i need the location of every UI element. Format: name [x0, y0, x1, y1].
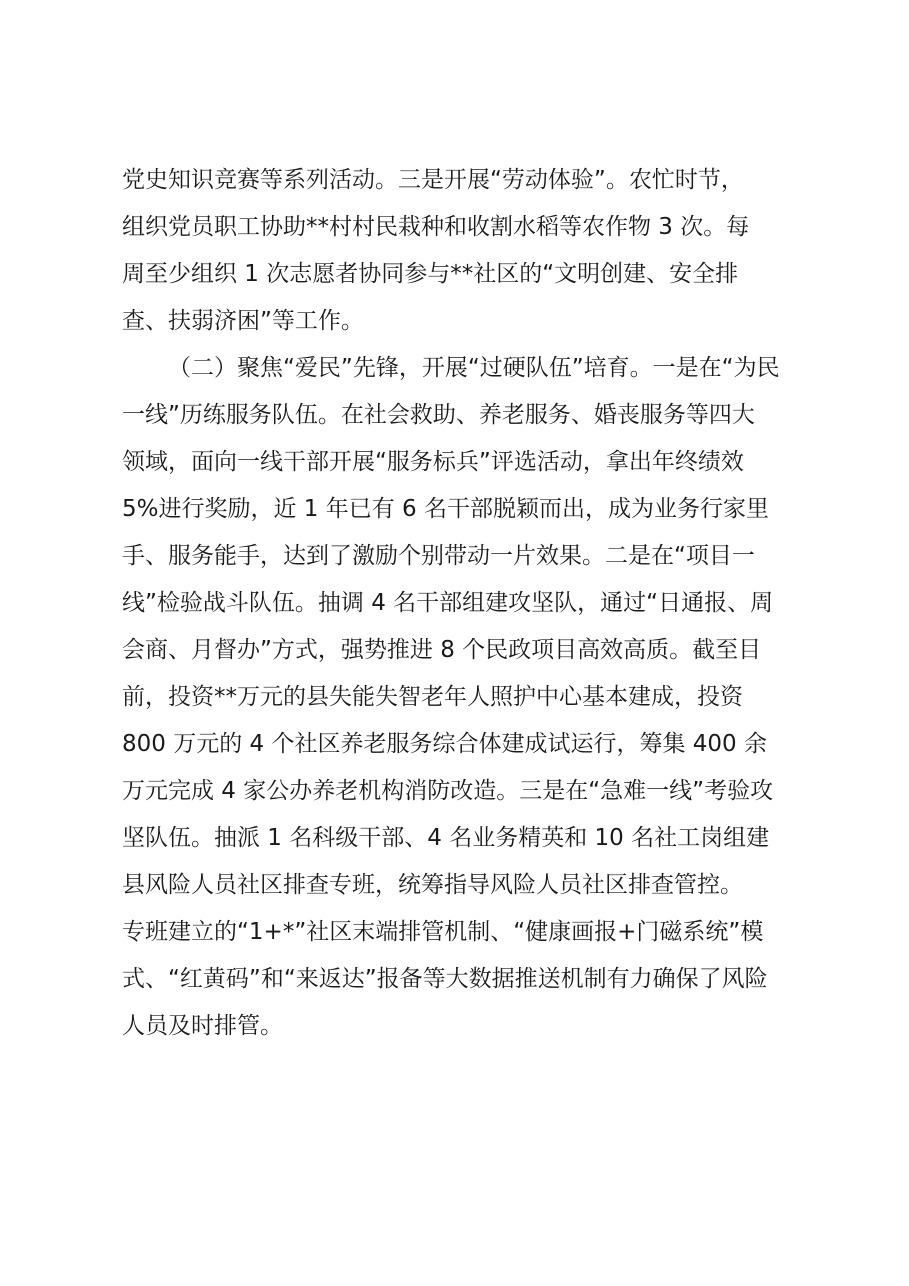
text-line: 领域，面向一线干部开展“服务标兵”评选活动，拿出年终绩效	[122, 449, 744, 475]
text-line: 线”检验战斗队伍。抽调 4 名干部组建攻坚队，通过“日通报、周	[122, 590, 774, 616]
text-line: 会商、月督办”方式，强势推进 8 个民政项目高效高质。截至目	[122, 637, 762, 663]
text-line: 手、服务能手，达到了激励个别带动一片效果。二是在“项目一	[122, 543, 755, 569]
text-line: 坚队伍。抽派 1 名科级干部、4 名业务精英和 10 名社工岗组建	[122, 825, 770, 851]
text-line: 万元完成 4 家公办养老机构消防改造。三是在“急难一线”考验攻	[122, 778, 774, 804]
text-line: 式、“红黄码”和“来返达”报备等大数据推送机制有力确保了风险	[122, 966, 768, 992]
text-line: 5%进行奖励，近 1 年已有 6 名干部脱颖而出，成为业务行家里	[122, 496, 769, 522]
paragraph-heading-line: （二）聚焦“爱民”先锋，开展“过硬队伍”培育。一是在“为民	[168, 355, 780, 381]
text-line: 党史知识竞赛等系列活动。三是开展“劳动体验”。农忙时节，	[122, 167, 744, 193]
text-line: 一线”历练服务队伍。在社会救助、养老服务、婚丧服务等四大	[122, 402, 755, 428]
text-line: 组织党员职工协助**村村民栽种和收割水稻等农作物 3 次。每	[122, 214, 750, 240]
text-line: 查、扶弱济困”等工作。	[122, 308, 364, 334]
text-line: 前，投资**万元的县失能失智老年人照护中心基本建成，投资	[122, 684, 743, 710]
text-line: 周至少组织 1 次志愿者协同参与**社区的“文明创建、安全排	[122, 261, 739, 287]
text-line: 人员及时排管。	[122, 1013, 283, 1039]
text-line: 800 万元的 4 个社区养老服务综合体建成试运行，筹集 400 余	[122, 731, 767, 757]
text-line: 县风险人员社区排查专班，统筹指导风险人员社区排查管控。	[122, 872, 743, 898]
text-line: 专班建立的“1+*”社区末端排管机制、“健康画报+门磁系统”模	[122, 919, 764, 945]
